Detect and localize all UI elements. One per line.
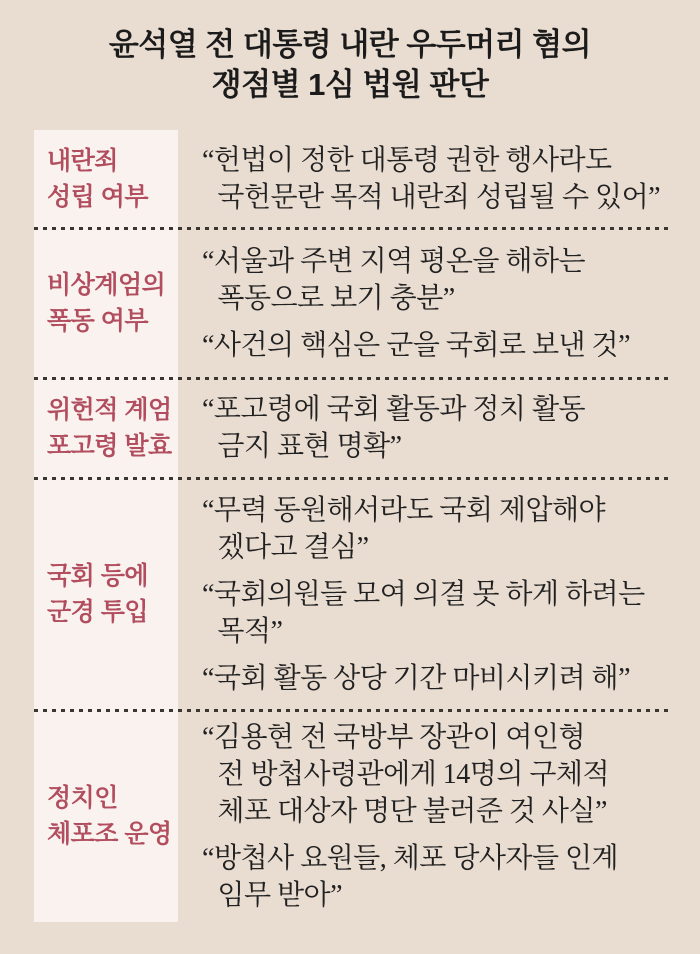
page-title-line-2: 쟁점별 1심 법원 판단 xyxy=(211,67,489,102)
page-title-line-1: 윤석열 전 대통령 내란 우두머리 혐의 xyxy=(108,27,592,62)
page-title xyxy=(0,0,700,130)
issues-table xyxy=(0,130,700,922)
quote-text: “사건의 핵심은 군을 국회로 보낸 것” xyxy=(202,329,631,361)
quote-text: “무력 동원해서라도 국회 제압해야 겠다고 결심” xyxy=(202,494,606,563)
row-label: 정치인 체포조 운영 xyxy=(47,784,172,848)
quote-text: “헌법이 정한 대통령 권한 행사라도 국헌문란 목적 내란죄 성립될 수 있어” xyxy=(202,145,661,213)
row-label: 국회 등에 군경 투입 xyxy=(47,562,149,626)
quote-text: “서울과 주변 지역 평온을 해하는 폭동으로 보기 충분” xyxy=(202,245,586,314)
row-quotes xyxy=(202,130,690,228)
table-row xyxy=(0,130,700,228)
table-row xyxy=(0,228,700,378)
row-quotes xyxy=(202,378,690,478)
row-quotes xyxy=(202,478,690,710)
table-row xyxy=(0,710,700,922)
table-row xyxy=(0,478,700,710)
row-label: 내란죄 성립 여부 xyxy=(47,147,149,211)
row-quotes xyxy=(202,710,690,922)
row-label: 위헌적 계엄 포고령 발효 xyxy=(47,396,172,460)
quote-text: “국회의원들 모여 의결 못 하게 하려는 목적” xyxy=(202,578,645,647)
quote-text: “방첩사 요원들, 체포 당사자들 인계 임무 받아” xyxy=(202,842,619,911)
quote-text: “포고령에 국회 활동과 정치 활동 금지 표현 명확” xyxy=(202,394,586,462)
quote-text: “김용현 전 국방부 장관이 여인형 전 방첩사령관에게 14명의 구체적 체포 대상자 명단 불러준 것 사실” xyxy=(202,721,610,827)
row-quotes xyxy=(202,228,690,378)
row-label: 비상계엄의 폭동 여부 xyxy=(47,271,166,335)
table-row xyxy=(0,378,700,478)
quote-text: “국회 활동 상당 기간 마비시키려 해” xyxy=(202,662,631,694)
